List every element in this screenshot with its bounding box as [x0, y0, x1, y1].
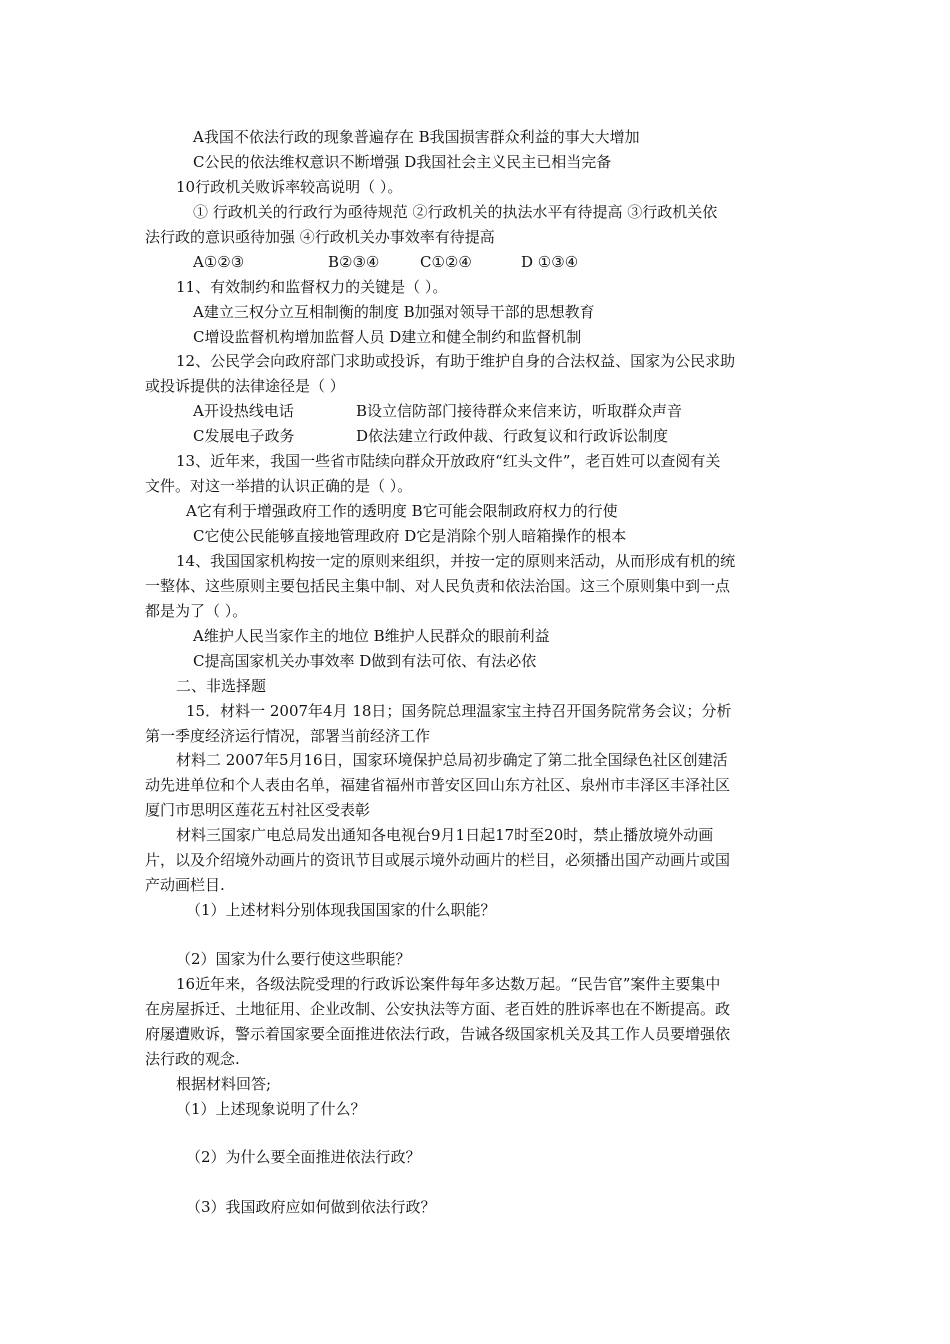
q15-material-3a: 材料三国家广电总局发出通知各电视台9月1日起17时至20时，禁止播放境外动画 — [176, 826, 714, 844]
q9-options-ab: A我国不依法行政的现象普遍存在 B我国损害群众利益的事大大增加 — [193, 128, 640, 146]
q14-stem-3: 都是为了（ ）。 — [145, 602, 248, 620]
section-heading-non-choice: 二、非选择题 — [176, 677, 267, 695]
q16-stem-2: 在房屋拆迁、土地征用、企业改制、公安执法等方面、老百姓的胜诉率也在不断提高。政 — [145, 1000, 731, 1018]
q10-option-d: D ①③④ — [521, 253, 579, 271]
q15-material-3c: 产动画栏目. — [145, 876, 225, 894]
q15-material-2b: 动先进单位和个人表由名单，福建省福州市普安区回山东方社区、泉州市丰泽区丰泽社区 — [145, 776, 731, 794]
q13-stem-1: 13、近年来，我国一些省市陆续向群众开放政府“红头文件”，老百姓可以查阅有关 — [176, 452, 721, 470]
q16-stem-4: 法行政的观念. — [145, 1050, 240, 1068]
q12-option-c: C发展电子政务 — [193, 427, 295, 445]
q16-subquestion-3: （3）我国政府应如何做到依法行政？ — [186, 1198, 436, 1216]
q10-stem: 10行政机关败诉率较高说明（ ）。 — [176, 178, 403, 196]
q13-options-cd: C它使公民能够直接地管理政府 D它是消除个别人暗箱操作的根本 — [193, 527, 627, 545]
q16-stem-1: 16近年来，各级法院受理的行政诉讼案件每年多达数万起。“民告官”案件主要集中 — [176, 975, 721, 993]
q16-stem-3: 府屡遭败诉，警示着国家要全面推进依法行政，告诫各级国家机关及其工作人员要增强依 — [145, 1025, 731, 1043]
q15-subquestion-2: （2）国家为什么要行使这些职能？ — [176, 950, 411, 968]
q13-stem-2: 文件。对这一举措的认识正确的是（ ）。 — [145, 477, 413, 495]
q14-stem-1: 14、我国国家机构按一定的原则来组织，并按一定的原则来活动，从而形成有机的统 — [176, 552, 736, 570]
q16-instruction: 根据材料回答; — [176, 1075, 272, 1093]
q15-material-2c: 厦门市思明区莲花五村社区受表彰 — [145, 801, 371, 819]
q13-options-ab: A它有利于增强政府工作的透明度 B它可能会限制政府权力的行使 — [186, 502, 618, 520]
q10-option-a: A①②③ — [193, 253, 245, 271]
q11-options-cd: C增设监督机构增加监督人员 D建立和健全制约和监督机制 — [193, 328, 582, 346]
q11-options-ab: A建立三权分立互相制衡的制度 B加强对领导干部的思想教育 — [193, 303, 595, 321]
q15-subquestion-1: （1）上述材料分别体现我国国家的什么职能？ — [186, 901, 496, 919]
q15-material-3b: 片，以及介绍境外动画片的资讯节目或展示境外动画片的栏目，必须播出国产动画片或国 — [145, 851, 731, 869]
q15-material-1b: 第一季度经济运行情况，部署当前经济工作 — [145, 727, 431, 745]
q12-option-a: A开设热线电话 — [193, 402, 294, 420]
q11-stem: 11、有效制约和监督权力的关键是（ ）。 — [176, 278, 448, 296]
q10-statements-1: ① 行政机关的行政行为亟待规范 ②行政机关的执法水平有待提高 ③行政机关依 — [193, 203, 718, 221]
q12-stem-1: 12、公民学会向政府部门求助或投诉，有助于维护自身的合法权益、国家为公民求助 — [176, 352, 736, 370]
q10-option-b: B②③④ — [328, 253, 380, 271]
q9-options-cd: C公民的依法维权意识不断增强 D我国社会主义民主已相当完备 — [193, 153, 612, 171]
q12-option-d: D依法建立行政仲裁、行政复议和行政诉讼制度 — [356, 427, 669, 445]
q14-options-cd: C提高国家机关办事效率 D做到有法可依、有法必依 — [193, 652, 537, 670]
q15-material-1a: 15．材料一 2007年4月 18日；国务院总理温家宝主持召开国务院常务会议；分析 — [186, 702, 732, 720]
q15-material-2a: 材料二 2007年5月16日，国家环境保护总局初步确定了第二批全国绿色社区创建活 — [176, 751, 728, 769]
q16-subquestion-2: （2）为什么要全面推进依法行政？ — [186, 1148, 421, 1166]
q14-options-ab: A维护人民当家作主的地位 B维护人民群众的眼前利益 — [193, 627, 550, 645]
q12-stem-2: 或投诉提供的法律途径是（ ） — [145, 377, 345, 395]
q10-option-c: C①②④ — [420, 253, 472, 271]
q10-statements-2: 法行政的意识亟待加强 ④行政机关办事效率有待提高 — [145, 228, 495, 246]
q14-stem-2: 一整体、这些原则主要包括民主集中制、对人民负责和依法治国。这三个原则集中到一点 — [145, 577, 731, 595]
q12-option-b: B设立信防部门接待群众来信来访，听取群众声音 — [356, 402, 683, 420]
q16-subquestion-1: （1）上述现象说明了什么？ — [176, 1100, 366, 1118]
